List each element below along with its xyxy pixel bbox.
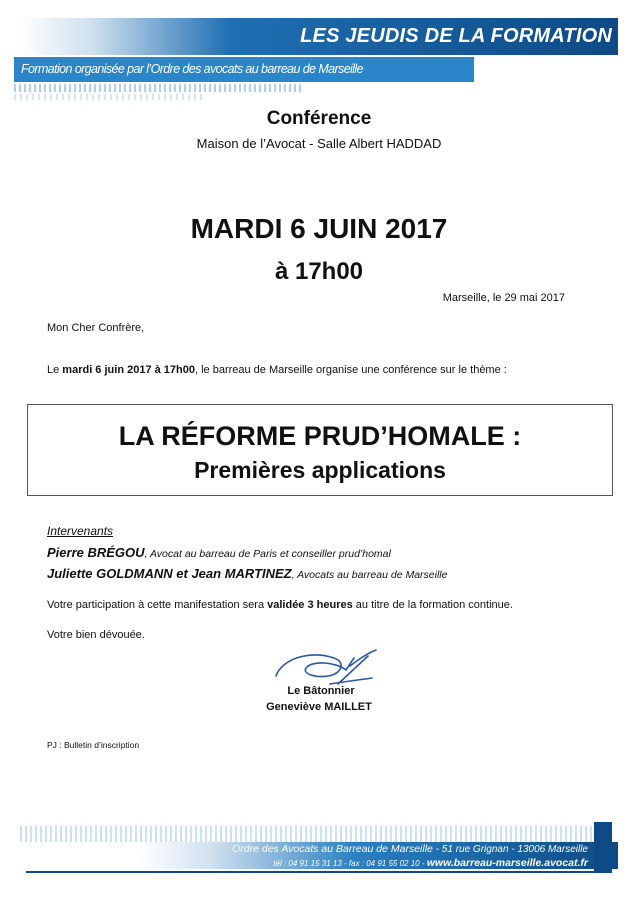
speaker-role: , Avocat au barreau de Paris et conseiller prud’homal — [144, 548, 391, 560]
footer-rule — [26, 871, 612, 873]
speakers-heading: Intervenants — [47, 524, 114, 538]
event-type: Conférence — [266, 108, 372, 129]
speaker-name: Juliette GOLDMANN et Jean MARTINEZ — [47, 566, 292, 581]
footer-contact: tél : 04 91 15 31 13 - fax : 04 91 55 02 10 - — [273, 859, 427, 868]
header-dot-pattern-2 — [14, 94, 204, 100]
header-subtitle: Formation organisée par l’Ordre des avocats au barreau de Marseille — [21, 62, 363, 76]
footer-dot-pattern — [20, 826, 610, 842]
signatory-title: Le Bâtonnier — [287, 685, 355, 697]
footer-website-link[interactable]: www.barreau-marseille.avocat.fr — [426, 857, 588, 869]
theme-title: LA RÉFORME PRUD’HOMALE : — [118, 421, 522, 451]
footer-address: - 51 rue Grignan - 13006 Marseille — [435, 844, 588, 855]
letter-salutation: Mon Cher Confrère, — [47, 322, 145, 334]
intro-suffix: , le barreau de Marseille organise une conférence sur le thème : — [194, 364, 507, 376]
letter-intro — [47, 364, 507, 376]
footer-contact-line — [273, 857, 588, 869]
attachment-note: PJ : Bulletin d’inscription — [47, 740, 140, 750]
event-place: Maison de l’Avocat - Salle Albert HADDAD — [196, 136, 442, 151]
speaker-item — [47, 566, 447, 581]
validation-text — [47, 599, 513, 611]
speaker-name: Pierre BRÉGOU — [47, 545, 145, 560]
header-title: LES JEUDIS DE LA FORMATION — [300, 25, 612, 47]
event-time: à 17h00 — [274, 258, 364, 285]
validation-hours: validée 3 heures — [267, 599, 353, 611]
validation-prefix: Votre participation à cette manifestation sera — [47, 599, 268, 611]
theme-box — [27, 404, 613, 496]
theme-subtitle: Premières applications — [194, 457, 446, 483]
intro-prefix: Le — [47, 364, 63, 376]
letter-closing: Votre bien dévouée. — [47, 629, 145, 641]
footer-org-line — [232, 843, 588, 855]
header-dot-pattern — [14, 84, 304, 92]
speaker-item — [47, 545, 391, 560]
footer-org: Ordre des Avocats au Barreau de Marseille — [232, 843, 433, 855]
footer-corner-block — [594, 822, 612, 872]
signatory-name: Geneviève MAILLET — [266, 701, 372, 713]
validation-suffix: au titre de la formation continue. — [352, 599, 513, 611]
intro-date: mardi 6 juin 2017 à 17h00 — [62, 364, 195, 376]
speaker-role: , Avocats au barreau de Marseille — [291, 569, 448, 581]
event-date: MARDI 6 JUIN 2017 — [190, 213, 448, 244]
letter-place-date: Marseille, le 29 mai 2017 — [442, 292, 565, 304]
